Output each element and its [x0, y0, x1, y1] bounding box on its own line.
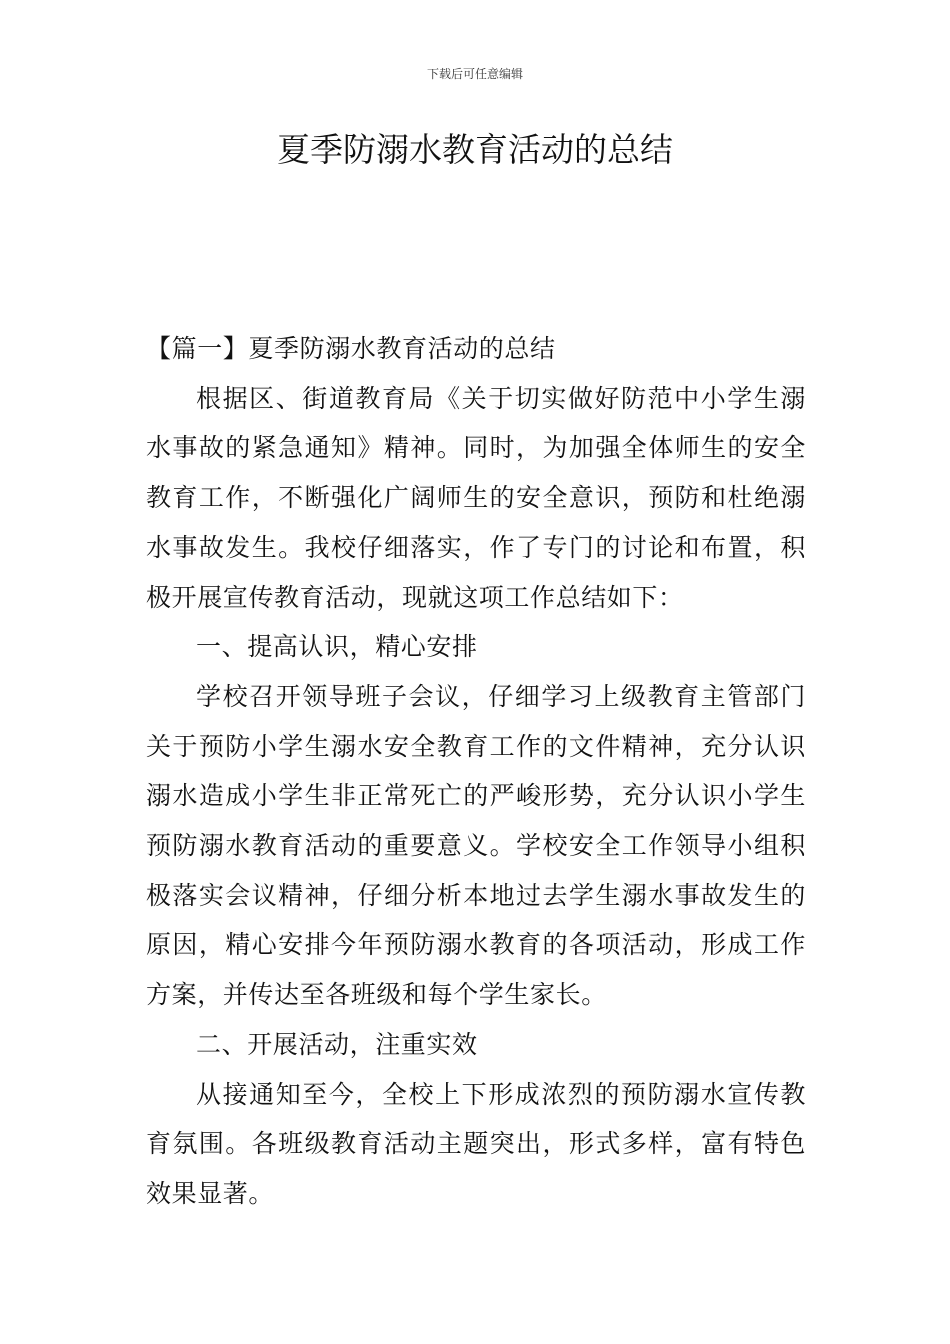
header-note: 下载后可任意编辑	[426, 67, 523, 81]
section-heading: 【篇一】夏季防溺水教育活动的总结	[146, 334, 556, 363]
document-body	[146, 324, 806, 1219]
document-title: 夏季防溺水教育活动的总结	[277, 130, 673, 169]
paragraph-two: 从接通知至今，全校上下形成浓烈的预防溺水宣传教育氛围。各班级教育活动主题突出，形式多样，富有特色效果显著。	[146, 1079, 806, 1208]
subheading-one: 一、提高认识，精心安排	[196, 632, 478, 662]
subheading-two: 二、开展活动，注重实效	[196, 1029, 478, 1059]
paragraph-one: 学校召开领导班子会议，仔细学习上级教育主管部门关于预防小学生溺水安全教育工作的文件精神，充分认识溺水造成小学生非正常死亡的严峻形势，充分认识小学生预防溺水教育活动的重要意义。学校安全工作领导小组积极落实会议精神，仔细分析本地过去学生溺水事故发生的原因，精心安排今年预防溺水教育的各项活动，形成工作方案，并传达至各班级和每个学生家长。	[146, 681, 806, 1010]
paragraph-intro: 根据区、街道教育局《关于切实做好防范中小学生溺水事故的紧急通知》精神。同时，为加强全体师生的安全教育工作，不断强化广阔师生的安全意识，预防和杜绝溺水事故发生。我校仔细落实，作了专门的讨论和布置，积极开展宣传教育活动，现就这项工作总结如下：	[146, 383, 806, 612]
